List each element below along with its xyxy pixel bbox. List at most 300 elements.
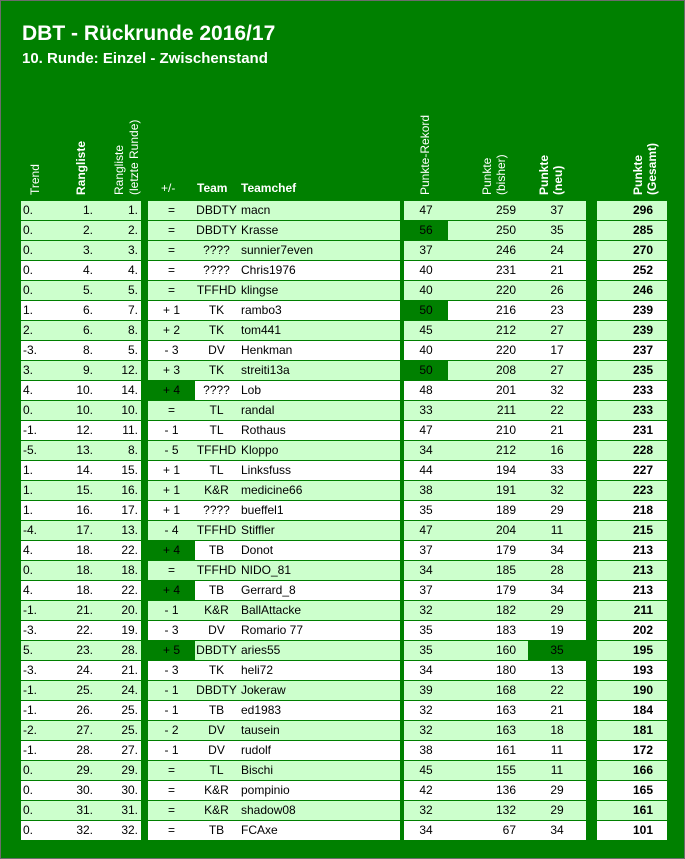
cell-gesamt: 202: [597, 621, 667, 640]
cell-neu: 11: [528, 761, 586, 780]
cell-rangliste: 6.: [58, 321, 96, 340]
cell-plusminus: - 2: [148, 721, 195, 740]
cell-letzte: 32.: [96, 821, 141, 840]
page-title: DBT - Rückrunde 2016/17: [22, 22, 276, 45]
cell-plusminus: =: [148, 761, 195, 780]
cell-trend: -3.: [21, 341, 58, 360]
cell-letzte: 5.: [96, 341, 141, 360]
header-trend: Trend: [28, 164, 42, 195]
header-rangliste-last-line1: Rangliste: [112, 144, 126, 195]
cell-letzte: 16.: [96, 481, 141, 500]
cell-trend: 3.: [21, 361, 58, 380]
cell-bisher: 212: [448, 321, 528, 340]
cell-neu: 34: [528, 581, 586, 600]
cell-teamchef: Henkman: [238, 341, 400, 360]
cell-rekord: 42: [404, 781, 448, 800]
cell-neu: 34: [528, 541, 586, 560]
cell-teamchef: macn: [238, 201, 400, 220]
cell-letzte: 8.: [96, 321, 141, 340]
cell-team: TFFHD: [195, 521, 238, 540]
cell-letzte: 12.: [96, 361, 141, 380]
cell-team: K&R: [195, 781, 238, 800]
cell-rekord: 38: [404, 741, 448, 760]
cell-trend: -3.: [21, 661, 58, 680]
cell-gesamt: 235: [597, 361, 667, 380]
cell-gesamt: 252: [597, 261, 667, 280]
cell-neu: 21: [528, 701, 586, 720]
header-bisher-line2: (bisher): [494, 154, 508, 195]
cell-bisher: 168: [448, 681, 528, 700]
cell-gesamt: 184: [597, 701, 667, 720]
cell-rangliste: 16.: [58, 501, 96, 520]
cell-teamchef: klingse: [238, 281, 400, 300]
cell-trend: 4.: [21, 381, 58, 400]
cell-plusminus: + 1: [148, 501, 195, 520]
cell-gesamt: 190: [597, 681, 667, 700]
cell-bisher: 194: [448, 461, 528, 480]
cell-plusminus: - 1: [148, 681, 195, 700]
cell-letzte: 22.: [96, 541, 141, 560]
cell-gesamt: 161: [597, 801, 667, 820]
cell-letzte: 8.: [96, 441, 141, 460]
cell-teamchef: BallAttacke: [238, 601, 400, 620]
cell-gesamt: 237: [597, 341, 667, 360]
cell-gesamt: 213: [597, 581, 667, 600]
cell-trend: -1.: [21, 741, 58, 760]
cell-letzte: 20.: [96, 601, 141, 620]
cell-rekord: 37: [404, 541, 448, 560]
cell-gesamt: 270: [597, 241, 667, 260]
cell-letzte: 5.: [96, 281, 141, 300]
cell-plusminus: - 1: [148, 601, 195, 620]
cell-rangliste: 29.: [58, 761, 96, 780]
cell-trend: 0.: [21, 561, 58, 580]
cell-rangliste: 2.: [58, 221, 96, 240]
cell-team: DBDTY: [195, 641, 238, 660]
cell-rangliste: 14.: [58, 461, 96, 480]
cell-neu: 11: [528, 521, 586, 540]
cell-bisher: 189: [448, 501, 528, 520]
cell-rekord: 48: [404, 381, 448, 400]
cell-gesamt: 211: [597, 601, 667, 620]
cell-gesamt: 239: [597, 301, 667, 320]
cell-plusminus: - 3: [148, 341, 195, 360]
cell-gesamt: 218: [597, 501, 667, 520]
cell-teamchef: Gerrard_8: [238, 581, 400, 600]
cell-rekord: 35: [404, 621, 448, 640]
cell-gesamt: 296: [597, 201, 667, 220]
cell-rangliste: 5.: [58, 281, 96, 300]
cell-team: DV: [195, 341, 238, 360]
cell-bisher: 132: [448, 801, 528, 820]
cell-teamchef: streiti13a: [238, 361, 400, 380]
cell-rangliste: 30.: [58, 781, 96, 800]
cell-trend: -5.: [21, 441, 58, 460]
cell-team: TB: [195, 821, 238, 840]
header-team: Team: [197, 181, 228, 195]
cell-rekord: 50: [404, 361, 448, 380]
cell-gesamt: 239: [597, 321, 667, 340]
cell-bisher: 161: [448, 741, 528, 760]
cell-neu: 11: [528, 741, 586, 760]
cell-rekord: 40: [404, 281, 448, 300]
cell-letzte: 2.: [96, 221, 141, 240]
cell-bisher: 210: [448, 421, 528, 440]
cell-plusminus: - 3: [148, 661, 195, 680]
cell-neu: 27: [528, 321, 586, 340]
cell-gesamt: 172: [597, 741, 667, 760]
cell-gesamt: 213: [597, 541, 667, 560]
cell-letzte: 15.: [96, 461, 141, 480]
cell-teamchef: Chris1976: [238, 261, 400, 280]
cell-plusminus: - 3: [148, 621, 195, 640]
cell-plusminus: =: [148, 401, 195, 420]
cell-letzte: 31.: [96, 801, 141, 820]
cell-letzte: 13.: [96, 521, 141, 540]
cell-gesamt: 195: [597, 641, 667, 660]
cell-team: ????: [195, 501, 238, 520]
cell-rekord: 45: [404, 761, 448, 780]
cell-letzte: 25.: [96, 721, 141, 740]
cell-rangliste: 13.: [58, 441, 96, 460]
cell-gesamt: 215: [597, 521, 667, 540]
cell-letzte: 19.: [96, 621, 141, 640]
cell-rangliste: 25.: [58, 681, 96, 700]
cell-trend: -1.: [21, 681, 58, 700]
cell-trend: 0.: [21, 761, 58, 780]
cell-teamchef: FCAxe: [238, 821, 400, 840]
cell-team: DBDTY: [195, 201, 238, 220]
cell-bisher: 246: [448, 241, 528, 260]
cell-team: K&R: [195, 801, 238, 820]
cell-team: ????: [195, 381, 238, 400]
cell-neu: 22: [528, 681, 586, 700]
cell-rekord: 47: [404, 521, 448, 540]
cell-neu: 29: [528, 601, 586, 620]
cell-teamchef: ed1983: [238, 701, 400, 720]
cell-rangliste: 17.: [58, 521, 96, 540]
cell-neu: 28: [528, 561, 586, 580]
cell-rekord: 35: [404, 641, 448, 660]
cell-rangliste: 4.: [58, 261, 96, 280]
cell-trend: 5.: [21, 641, 58, 660]
header-rangliste: Rangliste: [74, 140, 88, 195]
cell-gesamt: 165: [597, 781, 667, 800]
cell-gesamt: 101: [597, 821, 667, 840]
cell-rangliste: 18.: [58, 581, 96, 600]
cell-plusminus: =: [148, 241, 195, 260]
header-neu-line2: (neu): [551, 165, 565, 195]
cell-team: TK: [195, 361, 238, 380]
cell-rekord: 50: [404, 301, 448, 320]
cell-rangliste: 21.: [58, 601, 96, 620]
cell-letzte: 21.: [96, 661, 141, 680]
cell-teamchef: sunnier7even: [238, 241, 400, 260]
cell-plusminus: =: [148, 781, 195, 800]
cell-neu: 35: [528, 221, 586, 240]
cell-neu: 19: [528, 621, 586, 640]
cell-teamchef: rambo3: [238, 301, 400, 320]
cell-team: ????: [195, 241, 238, 260]
cell-team: K&R: [195, 601, 238, 620]
cell-teamchef: tausein: [238, 721, 400, 740]
cell-letzte: 3.: [96, 241, 141, 260]
cell-rekord: 32: [404, 701, 448, 720]
cell-neu: 17: [528, 341, 586, 360]
cell-team: TK: [195, 321, 238, 340]
cell-rangliste: 31.: [58, 801, 96, 820]
cell-rangliste: 10.: [58, 401, 96, 420]
cell-bisher: 250: [448, 221, 528, 240]
cell-bisher: 191: [448, 481, 528, 500]
cell-bisher: 179: [448, 581, 528, 600]
cell-plusminus: + 3: [148, 361, 195, 380]
cell-rekord: 34: [404, 661, 448, 680]
cell-neu: 22: [528, 401, 586, 420]
cell-trend: 0.: [21, 281, 58, 300]
cell-plusminus: - 1: [148, 741, 195, 760]
cell-plusminus: + 1: [148, 301, 195, 320]
cell-rangliste: 18.: [58, 541, 96, 560]
cell-rekord: 47: [404, 421, 448, 440]
cell-neu: 16: [528, 441, 586, 460]
header-rangliste-last-line2: (letzte Runde): [127, 119, 141, 195]
cell-letzte: 24.: [96, 681, 141, 700]
cell-gesamt: 285: [597, 221, 667, 240]
cell-trend: 0.: [21, 401, 58, 420]
cell-bisher: 163: [448, 701, 528, 720]
cell-teamchef: rudolf: [238, 741, 400, 760]
cell-trend: 0.: [21, 821, 58, 840]
cell-bisher: 259: [448, 201, 528, 220]
cell-letzte: 1.: [96, 201, 141, 220]
cell-gesamt: 181: [597, 721, 667, 740]
cell-rekord: 44: [404, 461, 448, 480]
cell-bisher: 212: [448, 441, 528, 460]
cell-team: DV: [195, 621, 238, 640]
cell-rekord: 37: [404, 241, 448, 260]
cell-rangliste: 27.: [58, 721, 96, 740]
cell-neu: 26: [528, 281, 586, 300]
cell-neu: 21: [528, 421, 586, 440]
cell-team: DV: [195, 721, 238, 740]
cell-bisher: 160: [448, 641, 528, 660]
cell-bisher: 216: [448, 301, 528, 320]
cell-neu: 18: [528, 721, 586, 740]
cell-bisher: 179: [448, 541, 528, 560]
cell-letzte: 25.: [96, 701, 141, 720]
cell-neu: 24: [528, 241, 586, 260]
cell-gesamt: 233: [597, 381, 667, 400]
cell-gesamt: 233: [597, 401, 667, 420]
cell-rangliste: 6.: [58, 301, 96, 320]
cell-team: TL: [195, 401, 238, 420]
cell-neu: 13: [528, 661, 586, 680]
cell-rekord: 32: [404, 721, 448, 740]
cell-plusminus: - 1: [148, 421, 195, 440]
cell-trend: -1.: [21, 601, 58, 620]
cell-rekord: 33: [404, 401, 448, 420]
header-rekord: Punkte-Rekord: [418, 114, 432, 195]
cell-neu: 35: [528, 641, 586, 660]
cell-plusminus: - 5: [148, 441, 195, 460]
cell-team: TFFHD: [195, 561, 238, 580]
cell-teamchef: Kloppo: [238, 441, 400, 460]
cell-trend: 4.: [21, 581, 58, 600]
cell-letzte: 18.: [96, 561, 141, 580]
cell-rangliste: 32.: [58, 821, 96, 840]
cell-trend: -1.: [21, 421, 58, 440]
cell-gesamt: 213: [597, 561, 667, 580]
cell-bisher: 231: [448, 261, 528, 280]
cell-rekord: 39: [404, 681, 448, 700]
cell-gesamt: 223: [597, 481, 667, 500]
cell-trend: -1.: [21, 701, 58, 720]
cell-plusminus: + 1: [148, 461, 195, 480]
cell-rangliste: 24.: [58, 661, 96, 680]
cell-team: TL: [195, 761, 238, 780]
cell-trend: 4.: [21, 541, 58, 560]
cell-rangliste: 8.: [58, 341, 96, 360]
header-neu-line1: Punkte: [537, 154, 551, 195]
cell-team: K&R: [195, 481, 238, 500]
cell-bisher: 185: [448, 561, 528, 580]
cell-neu: 33: [528, 461, 586, 480]
cell-plusminus: + 4: [148, 381, 195, 400]
cell-neu: 32: [528, 481, 586, 500]
cell-plusminus: =: [148, 201, 195, 220]
cell-team: TB: [195, 581, 238, 600]
cell-team: TK: [195, 301, 238, 320]
cell-letzte: 17.: [96, 501, 141, 520]
cell-neu: 29: [528, 781, 586, 800]
cell-rekord: 56: [404, 221, 448, 240]
cell-team: ????: [195, 261, 238, 280]
cell-trend: 0.: [21, 241, 58, 260]
cell-plusminus: =: [148, 221, 195, 240]
cell-teamchef: Romario 77: [238, 621, 400, 640]
cell-neu: 27: [528, 361, 586, 380]
cell-letzte: 27.: [96, 741, 141, 760]
cell-teamchef: Krasse: [238, 221, 400, 240]
cell-rangliste: 1.: [58, 201, 96, 220]
cell-neu: 32: [528, 381, 586, 400]
cell-neu: 37: [528, 201, 586, 220]
cell-letzte: 30.: [96, 781, 141, 800]
cell-plusminus: =: [148, 561, 195, 580]
header-teamchef: Teamchef: [241, 181, 297, 195]
cell-rangliste: 23.: [58, 641, 96, 660]
cell-plusminus: - 4: [148, 521, 195, 540]
cell-rangliste: 22.: [58, 621, 96, 640]
cell-letzte: 28.: [96, 641, 141, 660]
cell-letzte: 7.: [96, 301, 141, 320]
cell-rekord: 32: [404, 601, 448, 620]
cell-teamchef: medicine66: [238, 481, 400, 500]
cell-neu: 34: [528, 821, 586, 840]
cell-teamchef: NIDO_81: [238, 561, 400, 580]
cell-bisher: 204: [448, 521, 528, 540]
cell-plusminus: - 1: [148, 701, 195, 720]
cell-rekord: 34: [404, 561, 448, 580]
cell-plusminus: =: [148, 281, 195, 300]
cell-trend: 1.: [21, 461, 58, 480]
cell-trend: 0.: [21, 801, 58, 820]
cell-bisher: 220: [448, 341, 528, 360]
cell-bisher: 183: [448, 621, 528, 640]
cell-rangliste: 10.: [58, 381, 96, 400]
cell-trend: 1.: [21, 481, 58, 500]
cell-trend: 0.: [21, 201, 58, 220]
cell-gesamt: 246: [597, 281, 667, 300]
cell-plusminus: + 4: [148, 541, 195, 560]
cell-rangliste: 26.: [58, 701, 96, 720]
cell-rekord: 40: [404, 341, 448, 360]
cell-team: DV: [195, 741, 238, 760]
cell-teamchef: bueffel1: [238, 501, 400, 520]
header-plusminus: +/-: [161, 181, 176, 195]
cell-trend: -4.: [21, 521, 58, 540]
cell-plusminus: + 1: [148, 481, 195, 500]
cell-plusminus: + 4: [148, 581, 195, 600]
cell-team: TB: [195, 541, 238, 560]
cell-trend: 2.: [21, 321, 58, 340]
cell-gesamt: 227: [597, 461, 667, 480]
cell-gesamt: 193: [597, 661, 667, 680]
cell-neu: 29: [528, 801, 586, 820]
cell-letzte: 11.: [96, 421, 141, 440]
cell-plusminus: =: [148, 821, 195, 840]
cell-letzte: 14.: [96, 381, 141, 400]
cell-rekord: 37: [404, 581, 448, 600]
cell-neu: 21: [528, 261, 586, 280]
cell-bisher: 136: [448, 781, 528, 800]
cell-teamchef: pompinio: [238, 781, 400, 800]
cell-bisher: 211: [448, 401, 528, 420]
cell-bisher: 201: [448, 381, 528, 400]
cell-trend: -2.: [21, 721, 58, 740]
cell-teamchef: Stiffler: [238, 521, 400, 540]
cell-rekord: 35: [404, 501, 448, 520]
cell-teamchef: heli72: [238, 661, 400, 680]
cell-letzte: 22.: [96, 581, 141, 600]
cell-rekord: 38: [404, 481, 448, 500]
cell-teamchef: Lob: [238, 381, 400, 400]
cell-teamchef: tom441: [238, 321, 400, 340]
cell-rekord: 32: [404, 801, 448, 820]
cell-rekord: 40: [404, 261, 448, 280]
cell-rekord: 47: [404, 201, 448, 220]
cell-team: DBDTY: [195, 221, 238, 240]
cell-team: TL: [195, 421, 238, 440]
cell-teamchef: aries55: [238, 641, 400, 660]
header-gesamt-line1: Punkte: [631, 154, 645, 195]
cell-plusminus: + 2: [148, 321, 195, 340]
cell-rangliste: 28.: [58, 741, 96, 760]
cell-trend: 0.: [21, 261, 58, 280]
cell-teamchef: Donot: [238, 541, 400, 560]
cell-bisher: 67: [448, 821, 528, 840]
cell-neu: 23: [528, 301, 586, 320]
cell-rekord: 45: [404, 321, 448, 340]
cell-bisher: 208: [448, 361, 528, 380]
cell-rangliste: 18.: [58, 561, 96, 580]
cell-bisher: 182: [448, 601, 528, 620]
cell-rekord: 34: [404, 821, 448, 840]
cell-team: TB: [195, 701, 238, 720]
cell-gesamt: 166: [597, 761, 667, 780]
cell-trend: -3.: [21, 621, 58, 640]
